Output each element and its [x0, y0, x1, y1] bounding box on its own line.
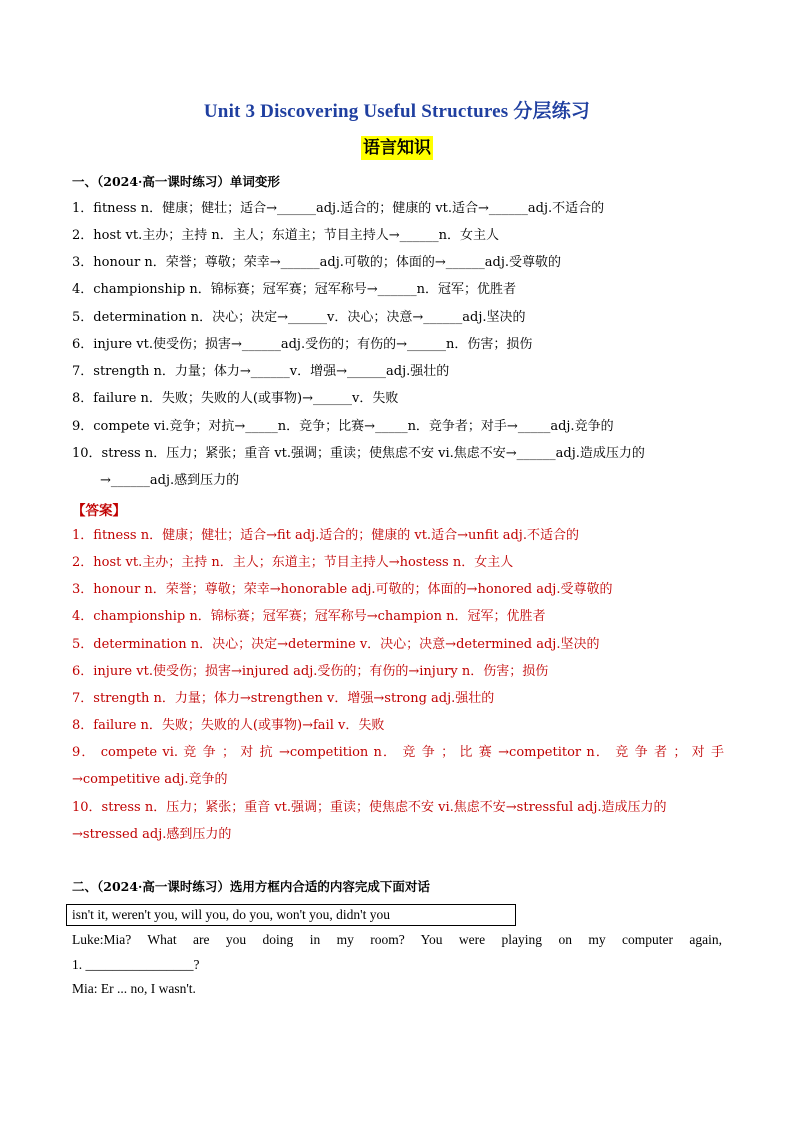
answer-line: →competitive adj.竞争的 — [72, 772, 228, 787]
answer-line: 8．failure n．失败；失败的人(或事物)→fail v．失败 — [72, 718, 385, 733]
answer-line: 4．championship n．锦标赛；冠军赛；冠军称号→champion n．冠军；优胜者 — [72, 609, 546, 624]
question-line: →______adj.感到压力的 — [100, 473, 240, 488]
question-line: 4．championship n．锦标赛；冠军赛；冠军称号→______n．冠军；优胜者 — [72, 282, 516, 297]
dialogue-line: Mia: Er ... no, I wasn't. — [72, 981, 196, 996]
answer-line: 5．determination n．决心；决定→determine v．决心；决意→determined adj.坚决的 — [72, 637, 600, 652]
page-title: Unit 3 Discovering Useful Structures 分层练习 — [203, 101, 591, 122]
section-1-heading: 一、（2024·高一课时练习）单词变形 — [72, 174, 280, 189]
question-line: 2．host vt.主办；主持 n．主人；东道主；节目主持人→______n．女主人 — [72, 228, 499, 243]
question-line: 7．strength n．力量；体力→______v．增强→______adj.强壮的 — [72, 364, 450, 379]
answer-line: 10．stress n．压力；紧张；重音 vt.强调；重读；使焦虑不安 vi.焦虑不安→stressful adj.造成压力的 — [72, 800, 667, 815]
section-subtitle: 语言知识 — [363, 138, 431, 158]
answer-line: 6．injure vt.使受伤；损害→injured adj.受伤的；有伤的→injury n．伤害；损伤 — [72, 664, 549, 679]
word-box: isn't it, weren't you, will you, do you, won't you, didn't you — [66, 904, 516, 926]
answer-line: 1．fitness n．健康；健壮；适合→fit adj.适合的；健康的 vt.适合→unfit adj.不适合的 — [72, 528, 579, 543]
question-line: 1．fitness n．健康；健壮；适合→______adj.适合的；健康的 vt.适合→______adj.不适合的 — [72, 201, 605, 216]
question-line: 5．determination n．决心；决定→______v．决心；决意→______adj.坚决的 — [72, 310, 526, 325]
answer-line: 3．honour n．荣誉；尊敬；荣幸→honorable adj.可敬的；体面的→honored adj.受尊敬的 — [72, 582, 613, 597]
question-line: 9．compete vi.竞争；对抗→_____n．竞争；比赛→_____n．竞争者；对手→_____adj.竞争的 — [72, 419, 614, 434]
answer-line: 9． compete vi. 竞 争 ； 对 抗 →competition n． 竞 争 ； 比 赛 →competitor n． 竞 争 者 ； 对 手 — [72, 745, 724, 760]
question-line: 6．injure vt.使受伤；损害→______adj.受伤的；有伤的→______n．伤害；损伤 — [72, 337, 533, 352]
question-line: 8．failure n．失败；失败的人(或事物)→______v．失败 — [72, 391, 399, 406]
question-line: 10．stress n．压力；紧张；重音 vt.强调；重读；使焦虑不安 vi.焦虑不安→______adj.造成压力的 — [72, 446, 645, 461]
answer-line: 2．host vt.主办；主持 n．主人；东道主；节目主持人→hostess n．女主人 — [72, 555, 514, 570]
answer-line: 7．strength n．力量；体力→strengthen v．增强→strong adj.强壮的 — [72, 691, 495, 706]
section-2-heading: 二、（2024·高一课时练习）选用方框内合适的内容完成下面对话 — [72, 879, 430, 894]
answer-line: →stressed adj.感到压力的 — [72, 827, 232, 842]
answer-label: 【答案】 — [72, 503, 126, 519]
dialogue-blank: 1. ________________? — [72, 957, 200, 972]
question-line: 3．honour n．荣誉；尊敬；荣幸→______adj.可敬的；体面的→______adj.受尊敬的 — [72, 255, 562, 270]
dialogue-line: Luke:Mia? What are you doing in my room? You were playing on my computer again, — [72, 932, 722, 947]
